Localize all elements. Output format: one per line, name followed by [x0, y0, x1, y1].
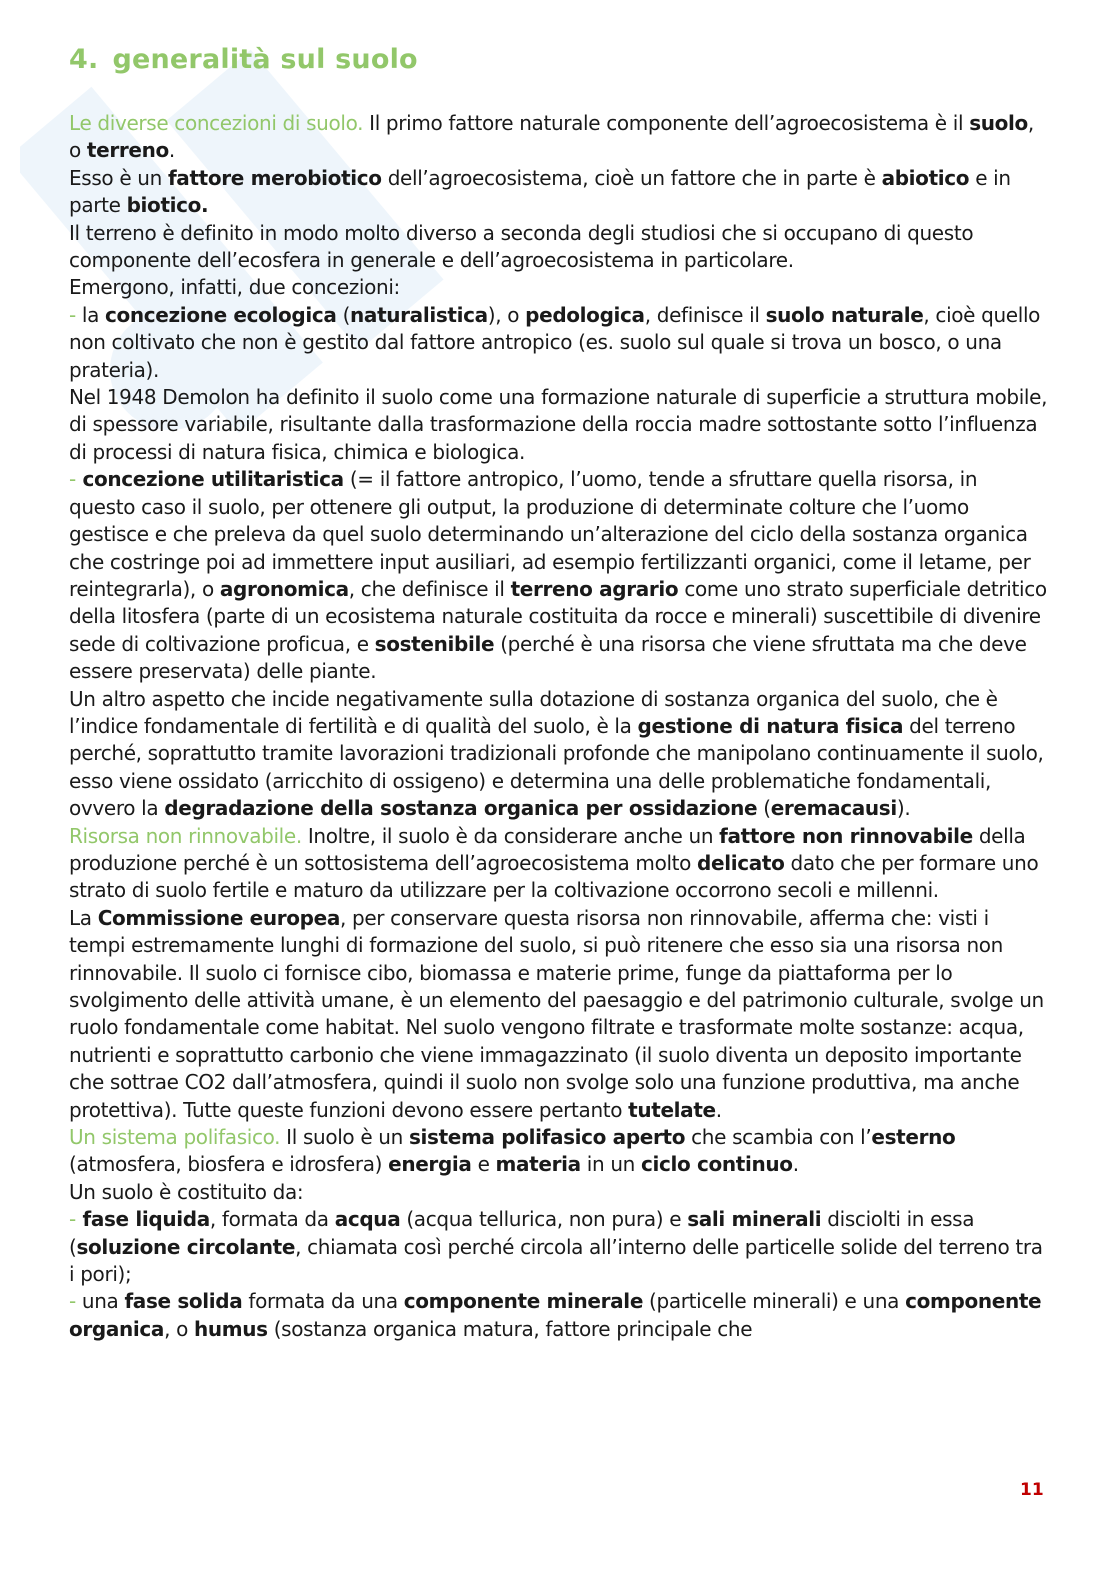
- list-dash: -: [69, 467, 76, 492]
- paragraph: Il terreno è definito in modo molto diverso a seconda degli studiosi che si occupano di questo componente dell’ecosfera in generale e dell’agroecosistema in particolare.: [69, 220, 974, 273]
- paragraph: Le diverse concezioni di suolo. Il primo fattore naturale componente dell’agroecosistema è il suolo, o terreno.: [69, 111, 1034, 163]
- paragraph: Nel 1948 Demolon ha definito il suolo come una formazione naturale di superficie a struttura mobile, di spessore variabile, risultante dalla trasformazione della roccia madre sottostante sotto l’influenza di processi di natura fisica, chimica e biologica.: [69, 385, 1048, 464]
- list-item: - la concezione ecologica (naturalistica), o pedologica, definisce il suolo naturale, cioè quello non coltivato che non è gestito dal fattore antropico (es. suolo sul quale si trova un bosco, o una prateria).: [69, 302, 1041, 382]
- paragraph: Risorsa non rinnovabile. Inoltre, il suolo è da considerare anche un fattore non rinnovabile della produzione perché è un sottosistema dell’agroecosistema molto delicato dato che per formare uno strato di suolo fertile e maturo da utilizzare per la coltivazione occorrono secoli e millenni.: [69, 823, 1039, 903]
- paragraph-heading: Risorsa non rinnovabile.: [69, 823, 302, 848]
- paragraph: Esso è un fattore merobiotico dell’agroecosistema, cioè un fattore che in parte è abiotico e in parte biotico.: [69, 165, 1011, 218]
- list-item: - una fase solida formata da una componente minerale (particelle minerali) e una componente organica, o humus (sostanza organica matura, fattore principale che: [69, 1289, 1042, 1341]
- list-dash: -: [69, 302, 76, 327]
- paragraph: Emergono, infatti, due concezioni:: [69, 275, 400, 300]
- body-text: [69, 110, 1049, 1343]
- section-number: 4.: [69, 44, 99, 75]
- page-title: [69, 44, 418, 75]
- list-item: - concezione utilitaristica (= il fattore antropico, l’uomo, tende a sfruttare quella risorsa, in questo caso il suolo, per ottenere gli output, la produzione di determinate colture che l’uomo gestisce e che preleva da quel suolo determinando un’alterazione del ciclo della sostanza organica che costringe poi ad immettere input ausiliari, ad esempio fertilizzanti organici, come il letame, per reintegrarla), o agronomica, che definisce il terreno agrario come uno strato superficiale detritico della litosfera (parte di un ecosistema naturale costituita da rocce e minerali) suscettibile di divenire sede di coltivazione proficua, e sostenibile (perché è una risorsa che viene sfruttata ma che deve essere preservata) delle piante.: [69, 467, 1047, 684]
- page-number: 11: [1020, 1480, 1044, 1500]
- paragraph: Un suolo è costituito da:: [69, 1179, 304, 1204]
- paragraph-heading: Le diverse concezioni di suolo.: [69, 111, 364, 135]
- paragraph: La Commissione europea, per conservare questa risorsa non rinnovabile, afferma che: visti i tempi estremamente lunghi di formazione del suolo, si può ritenere che esso sia una risorsa non rinnovabile. Il suolo ci fornisce cibo, biomassa e materie prime, funge da piattaforma per lo svolgimento delle attività umane, è un elemento del paesaggio e del patrimonio culturale, svolge un ruolo fondamentale come habitat. Nel suolo vengono filtrate e trasformate molte sostanze: acqua, nutrienti e soprattutto carbonio che viene immagazzinato (il suolo diventa un deposito importante che sottrae CO2 dall’atmosfera, quindi il suolo non svolge solo una funzione produttiva, ma anche protettiva). Tutte queste funzioni devono essere pertanto tutelate.: [69, 905, 1044, 1122]
- paragraph-heading: Un sistema polifasico.: [69, 1125, 281, 1150]
- list-dash: -: [69, 1207, 76, 1232]
- paragraph: Un altro aspetto che incide negativamente sulla dotazione di sostanza organica del suolo, che è l’indice fondamentale di fertilità e di qualità del suolo, è la gestione di natura fisica del terreno perché, soprattutto tramite lavorazioni tradizionali profonde che manipolano continuamente il suolo, esso viene ossidato (arricchito di ossigeno) e determina una delle problematiche fondamentali, ovvero la degradazione della sostanza organica per ossidazione (eremacausi).: [69, 686, 1044, 821]
- list-dash: -: [69, 1289, 76, 1314]
- list-item: - fase liquida, formata da acqua (acqua tellurica, non pura) e sali minerali disciolti in essa (soluzione circolante, chiamata così perché circola all’interno delle particelle solide del terreno tra i pori);: [69, 1207, 1043, 1287]
- paragraph: Un sistema polifasico. Il suolo è un sistema polifasico aperto che scambia con l’esterno (atmosfera, biosfera e idrosfera) energia e materia in un ciclo continuo.: [69, 1125, 956, 1177]
- section-title: generalità sul suolo: [112, 44, 418, 75]
